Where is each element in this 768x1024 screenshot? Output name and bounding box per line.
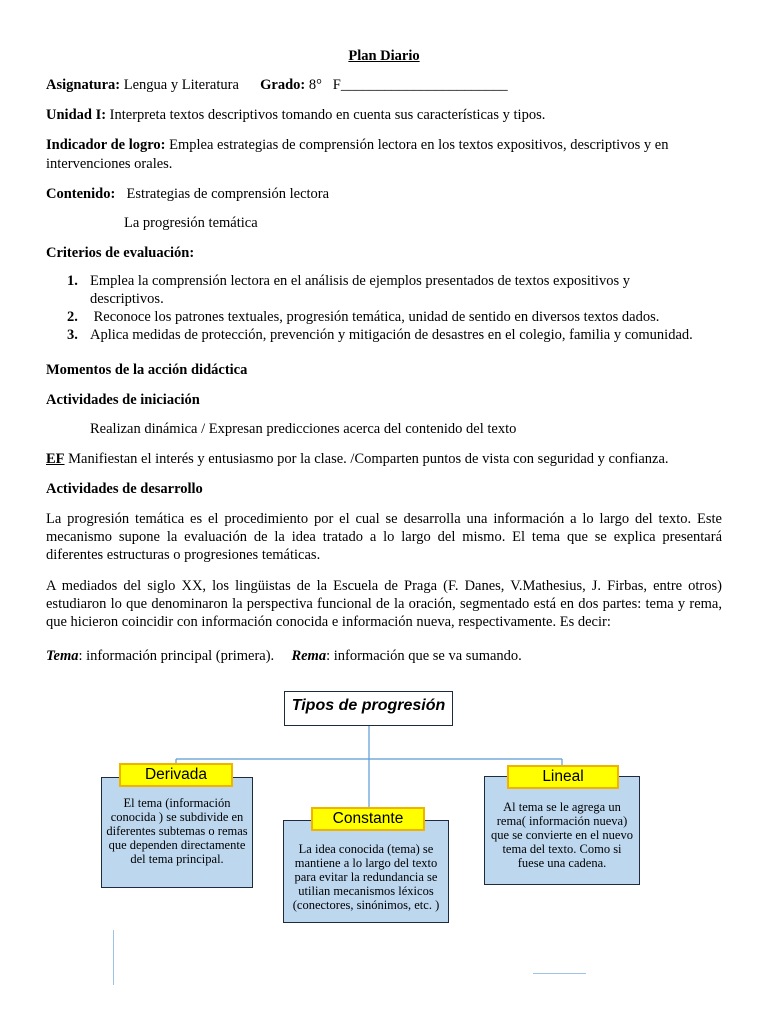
criterio-number: 2. (67, 309, 78, 325)
momentos-heading: Momentos de la acción didáctica (46, 362, 248, 378)
tema-text: : información principal (primera). (78, 648, 275, 664)
contenido-subvalue: La progresión temática (124, 215, 258, 231)
constante-text: La idea conocida (tema) se mantiene a lo largo del texto para evitar la redundancia se utilian mecanismos léxicos (conectores, sinónimos, etc. ) (292, 842, 440, 912)
indicador-value: Emplea estrategias de comprensión lectora en los textos expositivos, descriptivos y en (169, 137, 669, 153)
lineal-label: Lineal (507, 765, 619, 789)
constante-label: Constante (311, 807, 425, 831)
unidad-value: Interpreta textos descriptivos tomando en cuenta sus características y tipos. (109, 107, 546, 123)
criterios-heading: Criterios de evaluación: (46, 245, 195, 261)
asignatura-line (46, 76, 508, 94)
rema-label: Rema (291, 648, 327, 664)
derivada-box (101, 777, 253, 888)
criterio-number: 1. (67, 273, 78, 289)
tema-rema-line (46, 647, 522, 665)
criterio-item (46, 308, 722, 326)
indicador-label: Indicador de logro: (46, 137, 166, 153)
lineal-box (484, 776, 640, 885)
tema-label: Tema (46, 648, 79, 664)
ef-text: Manifiestan el interés y entusiasmo por la clase. /Comparten puntos de vista con seguridad y confianza. (64, 451, 669, 467)
iniciacion-text: Realizan dinámica / Expresan predicciones acerca del contenido del texto (90, 421, 517, 437)
asignatura-label: Asignatura: (46, 77, 121, 93)
criterio-text: Emplea la comprensión lectora en el análisis de ejemplos presentados de textos expositivos y (90, 273, 630, 289)
constante-box (283, 820, 449, 923)
contenido-value: Estrategias de comprensión lectora (126, 186, 330, 202)
criterio-text: Aplica medidas de protección, prevención y mitigación de desastres en el colegio, familia y comunidad. (90, 327, 693, 343)
derivada-label: Derivada (119, 763, 233, 787)
criterio-item (46, 326, 722, 344)
decorative-vertical-line (113, 930, 114, 985)
derivada-text: El tema (información conocida ) se subdivide en diferentes subtemas o remas que dependen directamente del tema principal. (106, 796, 248, 866)
grado-label: Grado: (260, 77, 306, 93)
decorative-horizontal-line (533, 973, 586, 974)
criterio-text-cont: descriptivos. (90, 291, 164, 307)
rema-text: : información que se va sumando. (326, 648, 522, 664)
page-title: Plan Diario (348, 48, 420, 64)
contenido-line (46, 185, 329, 203)
indicador-line2: intervenciones orales. (46, 156, 173, 172)
criterio-number: 3. (67, 327, 78, 343)
iniciacion-heading: Actividades de iniciación (46, 392, 200, 408)
grado-value: 8° F_______________________ (308, 77, 508, 93)
lineal-text: Al tema se le agrega un rema( información nueva) que se convierte en el nuevo tema del texto. Como si fuese una cadena. (491, 800, 633, 870)
paragraph-progresion: La progresión temática es el procedimiento por el cual se desarrolla una información a lo largo del texto. Este mecanismo supone la evaluación de la idea tratado a lo largo del mismo. El tema que se explica presentará diferentes estructuras o progresiones temáticas. (46, 511, 722, 563)
unidad-label: Unidad I: (46, 107, 107, 123)
paragraph-praga: A mediados del siglo XX, los lingüistas de la Escuela de Praga (F. Danes, V.Mathesius, J. Firbas, entre otros) estudiaron lo que denominaron la perspectiva funcional de la oración, segmentado está en dos partes: tema y rema, que hicieron coincidir con información conocida e información nueva, respectivamente. Es decir: (46, 578, 722, 630)
asignatura-value: Lengua y Literatura (123, 77, 239, 93)
ef-line (46, 450, 669, 468)
criterio-item (46, 272, 722, 308)
criterios-list (46, 272, 722, 344)
ef-label: EF (46, 451, 65, 467)
unidad-line (46, 106, 545, 124)
indicador-line1 (46, 136, 668, 154)
criterio-text: Reconoce los patrones textuales, progresión temática, unidad de sentido en diversos textos dados. (90, 309, 660, 325)
diagram-title-box: Tipos de progresión (284, 691, 453, 726)
contenido-label: Contenido: (46, 186, 116, 202)
desarrollo-heading: Actividades de desarrollo (46, 481, 203, 497)
